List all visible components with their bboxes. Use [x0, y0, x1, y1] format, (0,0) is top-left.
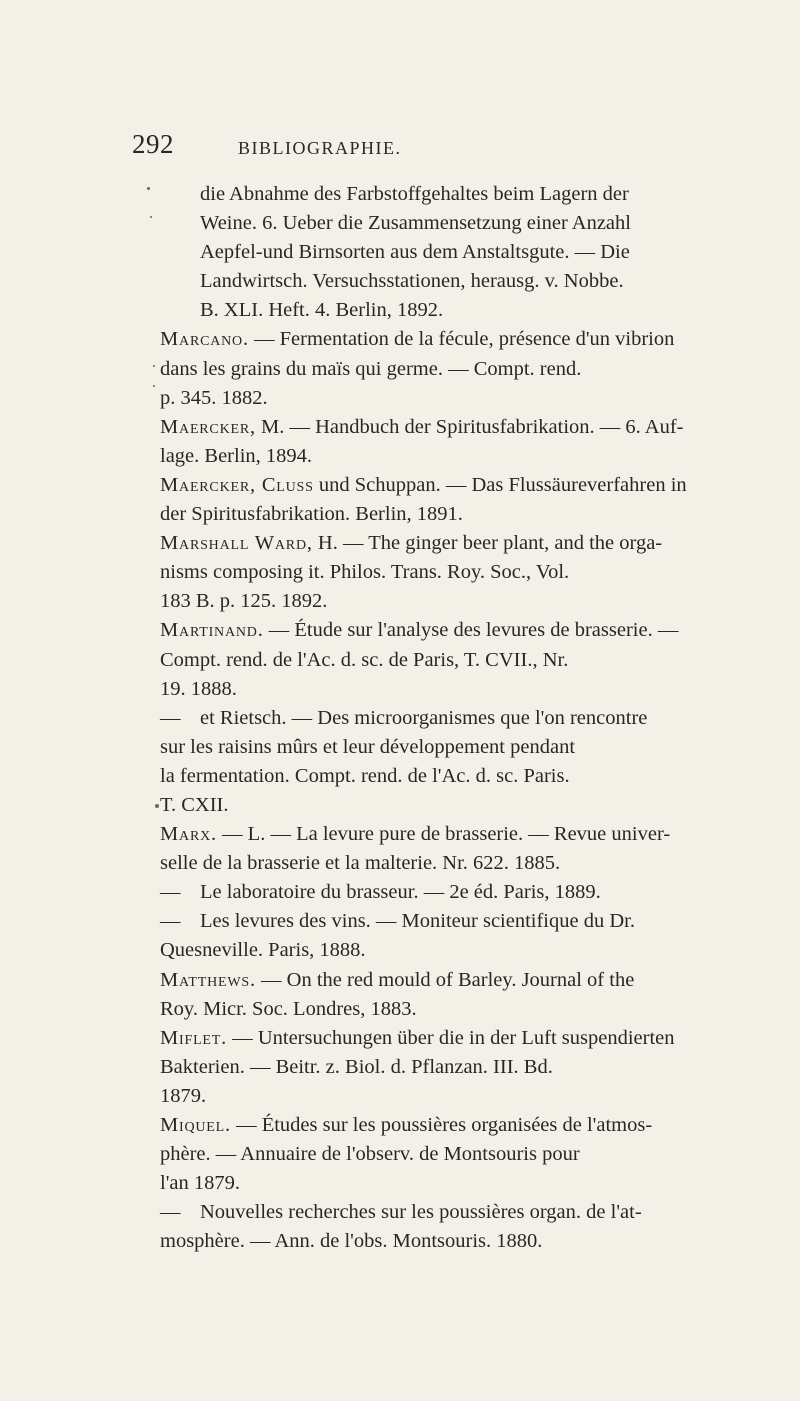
entry-text: — Untersuchungen über die in der Luft suspendierten — [227, 1026, 675, 1049]
entry-author: Martinand. — [160, 619, 264, 642]
entry-author: Maercker, — [160, 415, 256, 438]
bibliography-entry — [160, 966, 742, 1024]
entry-first-line — [160, 1111, 742, 1140]
entry-continuation-line: sur les raisins mûrs et leur développement pendant — [160, 735, 576, 758]
entry-continuation-line: l'an 1879. — [160, 1172, 240, 1195]
entry-first-line — [160, 325, 742, 354]
entry-first-line — [200, 180, 742, 209]
bibliography-entry — [160, 878, 742, 907]
bibliography-entry — [160, 180, 742, 325]
ditto-dash: — — [160, 881, 181, 904]
entry-author: Marx. — [160, 823, 217, 846]
entry-continuation-line: dans les grains du maïs qui germe. — Compt. rend. — [160, 357, 582, 380]
ditto-dash: — — [160, 910, 181, 933]
entry-author: Maercker, Cluss — [160, 473, 314, 496]
bibliography-entry — [160, 529, 742, 616]
entry-first-line — [160, 1198, 742, 1227]
entry-continuation-line: Roy. Micr. Soc. Londres, 1883. — [160, 997, 417, 1020]
entry-text: M. — Handbuch der Spiritusfabrikation. — 6. Auf- — [255, 415, 684, 438]
entry-continuation-line: Weine. 6. Ueber die Zusammensetzung einer Anzahl — [200, 212, 631, 235]
bibliography-entry — [160, 1198, 742, 1256]
bibliography-entry — [160, 413, 742, 471]
entry-author: Miflet. — [160, 1026, 228, 1049]
page-number: 292 — [132, 129, 174, 159]
bibliography-entry — [160, 907, 742, 965]
entry-author: Miquel. — [160, 1114, 231, 1136]
entry-text: — Fermentation de la fécule, présence d'un vibrion — [248, 328, 675, 351]
bibliography-entry — [160, 704, 742, 820]
entry-first-line — [160, 878, 742, 907]
entry-first-line — [160, 616, 742, 645]
ink-speck — [150, 216, 152, 218]
entry-continuation-line: T. CXII. — [160, 793, 229, 816]
entry-continuation-line: 19. 1888. — [160, 677, 237, 700]
entry-continuation-line: phère. — Annuaire de l'observ. de Montsouris pour — [160, 1143, 580, 1166]
entry-text: H. — The ginger beer plant, and the orga- — [312, 532, 663, 555]
entry-first-line — [160, 529, 742, 558]
bibliography-entry — [160, 1024, 742, 1111]
entry-author: Matthews. — [160, 968, 256, 991]
entry-text: und Schuppan. — Das Flussäureverfahren in — [313, 473, 687, 496]
entry-continuation-line: Quesneville. Paris, 1888. — [160, 939, 366, 962]
entry-continuation-line: 183 B. p. 125. 1892. — [160, 590, 328, 613]
bibliography-entry — [160, 616, 742, 703]
ditto-dash: — — [160, 1201, 181, 1224]
entry-continuation-line: Aepfel-und Birnsorten aus dem Anstaltsgute. — Die — [200, 241, 630, 264]
entry-continuation-line: Compt. rend. de l'Ac. d. sc. de Paris, T. CVII., Nr. — [160, 648, 569, 671]
entry-continuation-line: 1879. — [160, 1084, 207, 1107]
bibliography-entry — [160, 325, 742, 412]
entry-first-line — [160, 704, 742, 733]
entry-continuation-line: la fermentation. Compt. rend. de l'Ac. d. sc. Paris. — [160, 764, 570, 787]
ditto-dash: — — [160, 706, 181, 729]
entry-continuation-line: mosphère. — Ann. de l'obs. Montsouris. 1880. — [160, 1230, 543, 1253]
entry-first-line — [160, 413, 742, 442]
bibliography-entry — [160, 1111, 742, 1198]
entry-text: — Étude sur l'analyse des levures de brasserie. — — [263, 619, 679, 642]
entry-author: Marshall Ward, — [160, 532, 313, 555]
entry-text: die Abnahme des Farbstoffgehaltes beim Lagern der — [200, 183, 629, 205]
entry-continuation-line: selle de la brasserie et la malterie. Nr. 622. 1885. — [160, 852, 561, 875]
bibliography-entry — [160, 471, 742, 529]
entry-text: — On the red mould of Barley. Journal of the — [255, 968, 635, 991]
ink-speck — [147, 187, 150, 190]
entry-continuation-line: lage. Berlin, 1894. — [160, 444, 313, 467]
entry-text: — L. — La levure pure de brasserie. — Revue univer- — [216, 823, 671, 846]
entry-continuation-line: der Spiritusfabrikation. Berlin, 1891. — [160, 503, 463, 526]
entry-text: et Rietsch. — Des microorganismes que l'on rencontre — [200, 706, 648, 729]
ink-speck — [153, 385, 155, 387]
entry-continuation-line: p. 345. 1882. — [160, 386, 268, 409]
entry-text: Le laboratoire du brasseur. — 2e éd. Paris, 1889. — [200, 881, 601, 904]
entry-first-line — [160, 966, 742, 995]
bibliography-entry — [160, 820, 742, 878]
entry-continuation-line: Landwirtsch. Versuchsstationen, herausg. v. Nobbe. — [200, 270, 624, 293]
entry-continuation-line: B. XLI. Heft. 4. Berlin, 1892. — [200, 299, 444, 322]
bibliography-list — [160, 180, 742, 1256]
entry-first-line — [160, 471, 742, 500]
entry-first-line — [160, 907, 742, 936]
entry-first-line — [160, 820, 742, 849]
entry-text: Nouvelles recherches sur les poussières organ. de l'at- — [200, 1201, 642, 1224]
entry-first-line — [160, 1024, 742, 1053]
entry-author: Marcano. — [160, 328, 249, 351]
entry-continuation-line: Bakterien. — Beitr. z. Biol. d. Pflanzan. III. Bd. — [160, 1055, 553, 1078]
entry-text: — Études sur les poussières organisées de l'atmos- — [230, 1114, 653, 1136]
ink-speck — [153, 365, 155, 367]
entry-text: Les levures des vins. — Moniteur scientifique du Dr. — [200, 910, 635, 933]
running-head: BIBLIOGRAPHIE. — [238, 138, 402, 158]
entry-continuation-line: nisms composing it. Philos. Trans. Roy. Soc., Vol. — [160, 561, 570, 584]
ink-speck — [155, 804, 159, 808]
